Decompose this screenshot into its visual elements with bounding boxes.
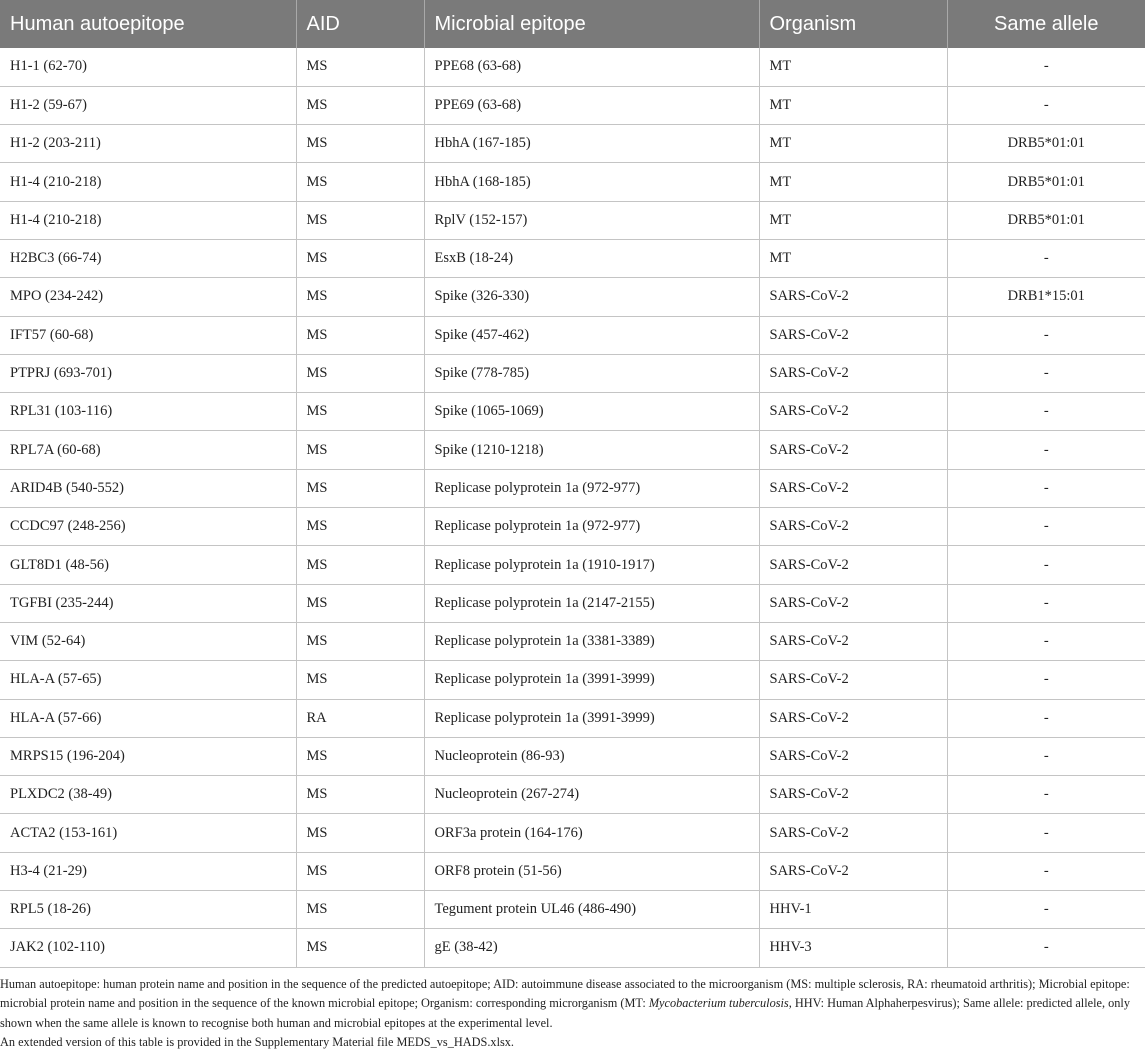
table-row (0, 163, 1145, 201)
footnote-legend-part1: Human autoepitope: human protein name and position in the sequence of the predicted autoepitope; AID: autoimmune disease associated to the microorganism (MS: multiple sclerosis, RA: rheumatoid arthritis); Microbial epitope: microbial protein name and position in the sequence of the known microbial epitope; Organism: corresponding microrganism (MT: (0, 976, 1130, 1011)
table-row (0, 891, 1145, 929)
cell-microbial-epitope: Spike (778-785) (424, 354, 759, 392)
cell-same-allele: DRB1*15:01 (947, 278, 1145, 316)
cell-microbial-epitope: HbhA (168-185) (424, 163, 759, 201)
cell-same-allele: DRB5*01:01 (947, 201, 1145, 239)
cell-human-autoepitope: TGFBI (235-244) (0, 584, 296, 622)
header-human-autoepitope: Human autoepitope (0, 0, 296, 48)
cell-organism: SARS-CoV-2 (759, 546, 947, 584)
cell-same-allele: - (947, 393, 1145, 431)
cell-organism: SARS-CoV-2 (759, 852, 947, 890)
table-row (0, 48, 1145, 86)
cell-same-allele: - (947, 239, 1145, 277)
table-body (0, 48, 1145, 967)
table-row (0, 508, 1145, 546)
cell-human-autoepitope: H1-4 (210-218) (0, 163, 296, 201)
cell-aid: MS (296, 469, 424, 507)
cell-human-autoepitope: IFT57 (60-68) (0, 316, 296, 354)
table-row (0, 546, 1145, 584)
table-row (0, 278, 1145, 316)
cell-organism: MT (759, 239, 947, 277)
footnote-extended-version: An extended version of this table is provided in the Supplementary Material file MEDS_vs_HADS.xlsx. (0, 1035, 514, 1050)
cell-aid: MS (296, 737, 424, 775)
cell-same-allele: - (947, 584, 1145, 622)
table-row (0, 699, 1145, 737)
cell-organism: HHV-3 (759, 929, 947, 967)
table-row (0, 584, 1145, 622)
cell-aid: MS (296, 163, 424, 201)
cell-human-autoepitope: PTPRJ (693-701) (0, 354, 296, 392)
cell-microbial-epitope: RplV (152-157) (424, 201, 759, 239)
cell-organism: SARS-CoV-2 (759, 431, 947, 469)
cell-organism: MT (759, 201, 947, 239)
cell-microbial-epitope: Spike (1210-1218) (424, 431, 759, 469)
cell-human-autoepitope: MRPS15 (196-204) (0, 737, 296, 775)
cell-aid: MS (296, 584, 424, 622)
cell-human-autoepitope: ARID4B (540-552) (0, 469, 296, 507)
cell-aid: MS (296, 48, 424, 86)
cell-aid: MS (296, 316, 424, 354)
cell-human-autoepitope: H3-4 (21-29) (0, 852, 296, 890)
cell-human-autoepitope: H1-4 (210-218) (0, 201, 296, 239)
cell-human-autoepitope: PLXDC2 (38-49) (0, 776, 296, 814)
cell-microbial-epitope: EsxB (18-24) (424, 239, 759, 277)
cell-aid: MS (296, 814, 424, 852)
cell-microbial-epitope: Replicase polyprotein 1a (3381-3389) (424, 622, 759, 660)
table-header (0, 0, 1145, 48)
header-same-allele: Same allele (947, 0, 1145, 48)
cell-microbial-epitope: Replicase polyprotein 1a (1910-1917) (424, 546, 759, 584)
cell-aid: MS (296, 546, 424, 584)
cell-human-autoepitope: CCDC97 (248-256) (0, 508, 296, 546)
cell-microbial-epitope: HbhA (167-185) (424, 125, 759, 163)
cell-same-allele: DRB5*01:01 (947, 163, 1145, 201)
cell-microbial-epitope: ORF3a protein (164-176) (424, 814, 759, 852)
cell-microbial-epitope: Spike (457-462) (424, 316, 759, 354)
table-row (0, 86, 1145, 124)
table-row (0, 354, 1145, 392)
cell-organism: MT (759, 125, 947, 163)
cell-same-allele: - (947, 737, 1145, 775)
cell-aid: MS (296, 929, 424, 967)
cell-same-allele: - (947, 316, 1145, 354)
cell-aid: MS (296, 393, 424, 431)
table-row (0, 469, 1145, 507)
cell-human-autoepitope: H2BC3 (66-74) (0, 239, 296, 277)
cell-organism: SARS-CoV-2 (759, 316, 947, 354)
cell-aid: MS (296, 431, 424, 469)
cell-human-autoepitope: GLT8D1 (48-56) (0, 546, 296, 584)
cell-microbial-epitope: gE (38-42) (424, 929, 759, 967)
cell-human-autoepitope: RPL5 (18-26) (0, 891, 296, 929)
table-row (0, 814, 1145, 852)
cell-same-allele: - (947, 814, 1145, 852)
cell-human-autoepitope: RPL31 (103-116) (0, 393, 296, 431)
cell-aid: MS (296, 354, 424, 392)
cell-same-allele: - (947, 852, 1145, 890)
table-row (0, 201, 1145, 239)
table-row (0, 929, 1145, 967)
cell-organism: MT (759, 163, 947, 201)
cell-microbial-epitope: Replicase polyprotein 1a (2147-2155) (424, 584, 759, 622)
cell-organism: SARS-CoV-2 (759, 584, 947, 622)
cell-organism: SARS-CoV-2 (759, 469, 947, 507)
cell-human-autoepitope: JAK2 (102-110) (0, 929, 296, 967)
cell-human-autoepitope: HLA-A (57-65) (0, 661, 296, 699)
cell-human-autoepitope: VIM (52-64) (0, 622, 296, 660)
cell-microbial-epitope: Tegument protein UL46 (486-490) (424, 891, 759, 929)
cell-organism: SARS-CoV-2 (759, 737, 947, 775)
cell-human-autoepitope: RPL7A (60-68) (0, 431, 296, 469)
cell-organism: SARS-CoV-2 (759, 661, 947, 699)
cell-same-allele: - (947, 86, 1145, 124)
cell-organism: SARS-CoV-2 (759, 393, 947, 431)
cell-same-allele: - (947, 891, 1145, 929)
cell-microbial-epitope: PPE69 (63-68) (424, 86, 759, 124)
table-row (0, 737, 1145, 775)
cell-same-allele: - (947, 622, 1145, 660)
footnote-legend-part2: , HHV: Human Alphaherpesvirus); Same allele: predicted allele, only shown when the same allele is known to recognise both human and microbial epitopes at the experimental level. (0, 996, 1130, 1030)
cell-same-allele: - (947, 661, 1145, 699)
footnote-legend-italic: Mycobacterium tuberculosis (648, 996, 789, 1011)
cell-aid: MS (296, 278, 424, 316)
cell-microbial-epitope: ORF8 protein (51-56) (424, 852, 759, 890)
cell-organism: SARS-CoV-2 (759, 699, 947, 737)
cell-human-autoepitope: ACTA2 (153-161) (0, 814, 296, 852)
cell-organism: SARS-CoV-2 (759, 354, 947, 392)
cell-aid: RA (296, 699, 424, 737)
cell-human-autoepitope: H1-2 (59-67) (0, 86, 296, 124)
header-organism: Organism (759, 0, 947, 48)
header-aid: AID (296, 0, 424, 48)
cell-microbial-epitope: Replicase polyprotein 1a (972-977) (424, 469, 759, 507)
cell-microbial-epitope: Spike (326-330) (424, 278, 759, 316)
cell-aid: MS (296, 125, 424, 163)
cell-microbial-epitope: Replicase polyprotein 1a (3991-3999) (424, 699, 759, 737)
header-row (0, 0, 1145, 48)
header-microbial-epitope: Microbial epitope (424, 0, 759, 48)
cell-same-allele: - (947, 469, 1145, 507)
cell-same-allele: - (947, 929, 1145, 967)
cell-microbial-epitope: Nucleoprotein (267-274) (424, 776, 759, 814)
cell-organism: MT (759, 48, 947, 86)
cell-organism: SARS-CoV-2 (759, 814, 947, 852)
table-row (0, 661, 1145, 699)
cell-organism: SARS-CoV-2 (759, 508, 947, 546)
cell-same-allele: - (947, 776, 1145, 814)
table-row (0, 393, 1145, 431)
cell-human-autoepitope: MPO (234-242) (0, 278, 296, 316)
cell-human-autoepitope: HLA-A (57-66) (0, 699, 296, 737)
cell-microbial-epitope: Replicase polyprotein 1a (3991-3999) (424, 661, 759, 699)
cell-organism: SARS-CoV-2 (759, 622, 947, 660)
cell-organism: SARS-CoV-2 (759, 278, 947, 316)
table-row (0, 239, 1145, 277)
cell-same-allele: - (947, 546, 1145, 584)
cell-organism: HHV-1 (759, 891, 947, 929)
cell-aid: MS (296, 661, 424, 699)
cell-human-autoepitope: H1-1 (62-70) (0, 48, 296, 86)
table-row (0, 316, 1145, 354)
table-row (0, 622, 1145, 660)
cell-aid: MS (296, 852, 424, 890)
cell-same-allele: DRB5*01:01 (947, 125, 1145, 163)
cell-aid: MS (296, 239, 424, 277)
cell-aid: MS (296, 776, 424, 814)
cell-same-allele: - (947, 508, 1145, 546)
cell-aid: MS (296, 508, 424, 546)
footnote-legend (0, 975, 1141, 1034)
cell-microbial-epitope: PPE68 (63-68) (424, 48, 759, 86)
cell-aid: MS (296, 201, 424, 239)
cell-organism: SARS-CoV-2 (759, 776, 947, 814)
table-row (0, 852, 1145, 890)
cell-microbial-epitope: Replicase polyprotein 1a (972-977) (424, 508, 759, 546)
cell-same-allele: - (947, 431, 1145, 469)
table-row (0, 431, 1145, 469)
cell-microbial-epitope: Nucleoprotein (86-93) (424, 737, 759, 775)
table-row (0, 125, 1145, 163)
cell-same-allele: - (947, 354, 1145, 392)
cell-aid: MS (296, 622, 424, 660)
cell-human-autoepitope: H1-2 (203-211) (0, 125, 296, 163)
cell-microbial-epitope: Spike (1065-1069) (424, 393, 759, 431)
cell-organism: MT (759, 86, 947, 124)
cell-same-allele: - (947, 48, 1145, 86)
cell-same-allele: - (947, 699, 1145, 737)
cell-aid: MS (296, 891, 424, 929)
table-footnote (0, 968, 1145, 1053)
table-row (0, 776, 1145, 814)
cell-aid: MS (296, 86, 424, 124)
